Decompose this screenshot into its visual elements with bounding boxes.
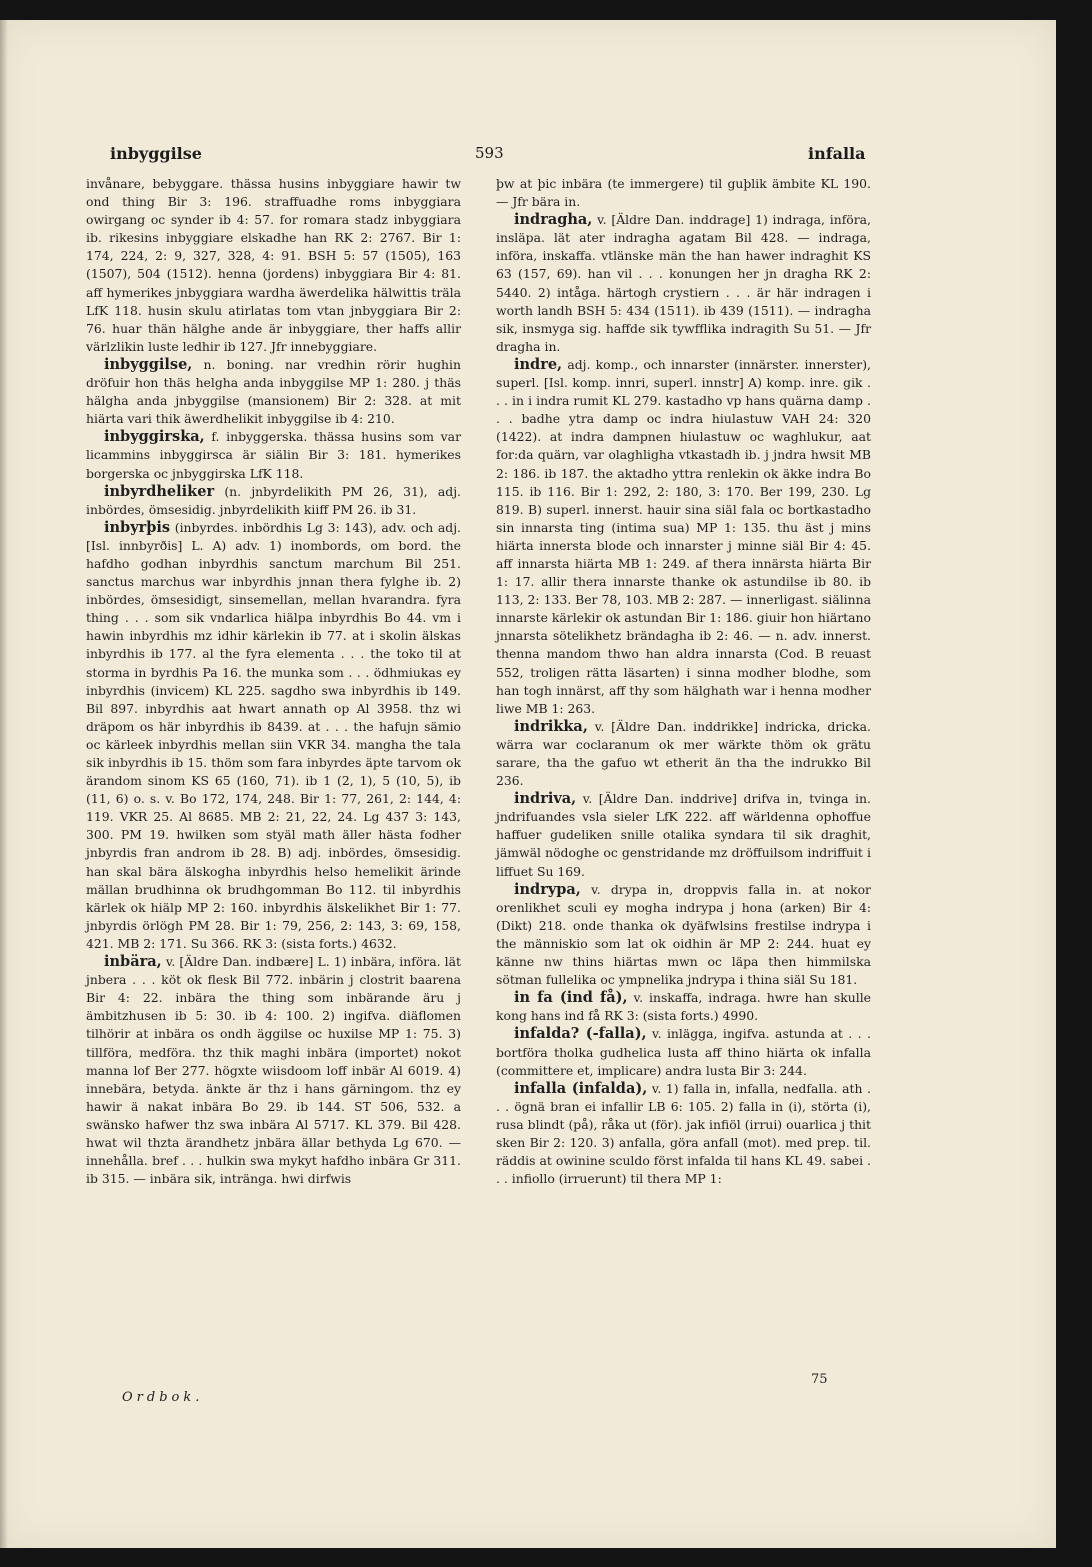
entry (496, 175, 871, 211)
entry-text: v. inlägga, ingifva. astunda at . . . bortföra tholka gudhelica lusta aff thino hiärta ok infalla (committere et, implicare) andra lusta Bir 3: 244. (496, 1026, 871, 1078)
entry (496, 356, 871, 718)
headword: indragha, (514, 211, 593, 229)
entry (496, 881, 871, 990)
entry (496, 211, 871, 356)
page-number: 593 (475, 144, 504, 162)
headword: inbyrdheliker (104, 482, 215, 500)
headword: inbära, (104, 953, 162, 971)
headword: indrikka, (514, 717, 588, 735)
entry-text: v. [Äldre Dan. inddrive] drifva in, tvinga in. jndrifuandes vsla sieler LfK 222. aff wärldenna ophoffue haffuer gudeliken snille otalika syndara til sik draghit, jämwäl nödoghe oc genstridande mz dröffuilsom indriffuit i liffuet Su 169. (496, 791, 871, 879)
entry-text: v. 1) falla in, infalla, nedfalla. ath . . . ögnä bran ei infallir LB 6: 105. 2) falla in (i), störta (i), rusa blindt (på), råka ut (för). jak infiöl (irrui) ouarlica j thit sken Bir 2: 120. 3) anfalla, göra anfall (mot). med prep. til. räddis at owinine sculdo först infalda til hans KL 49. sabei . . . infiollo (irruerunt) til thera MP 1: (496, 1080, 871, 1187)
headword: infalla (infalda), (514, 1079, 648, 1097)
entry-text: f. inbyggerska. thässa husins som var licammins inbyggirsca är siälin Bir 3: 181. hymerikes borgerska oc jnbyggirska LfK 118. (86, 429, 461, 481)
signature-number: 75 (811, 1372, 828, 1387)
right-column (496, 175, 871, 1188)
entry (496, 1025, 871, 1079)
headword: indre, (514, 355, 563, 373)
entry (496, 989, 871, 1025)
headword: indrypa, (514, 880, 581, 898)
entry (496, 718, 871, 790)
entry (86, 175, 461, 356)
header-left-word: inbyggilse (110, 144, 202, 163)
headword: infalda? (-falla), (514, 1025, 647, 1043)
headword: inbyggirska, (104, 428, 205, 446)
entry (86, 428, 461, 482)
entry-text: (n. jnbyrdelikith PM 26, 31), adj. inbördes, ömsesidig. jnbyrdelikith kiiff PM 26. ib 31. (86, 483, 461, 517)
headword: indriva, (514, 790, 577, 808)
entry (496, 790, 871, 880)
entry-text: v. inskaffa, indraga. hwre han skulle kong hans ind få RK 3: (sista forts.) 4990. (496, 990, 871, 1024)
entry-text: v. [Äldre Dan. inddrage] 1) indraga, införa, insläpa. lät ater indragha agatam Bil 428. — indraga, införa, inskaffa. vtlänske män the han hawer indraghit KS 63 (157, 69). han vil . . . konungen her jn dragha RK 2: 5440. 2) intåga. härtogh crystiern . . . är här indragen i worth landh BSH 5: 434 (1511). ib 439 (1511). — indragha sik, insmyga sig. haffde sik tywfflika indragith Su 51. — Jfr dragha in. (496, 212, 871, 354)
entry-text: v. [Äldre Dan. inddrikke] indricka, dricka. wärra war coclaranum ok mer wärkte thöm ok grätu sarare, tha the gafuo wt etherit än tha the indrukko Bil 236. (496, 718, 871, 789)
entry (86, 483, 461, 519)
entry-text: (inbyrdes. inbördhis Lg 3: 143), adv. och adj. [Isl. innbyrðis] L. A) adv. 1) inombords, om bord. the hafdho godhan inbyrdhis sanctum marchum Bil 251. sanctus marchus war inbyrdhis jnnan thera fylghe ib. 2) inbördes, ömsesidigt, sinsemellan, mellan hvarandra. fyra thing . . . som sik vndarlica hiälpa inbyrdhis Bo 44. vm i hawin inbyrdhis mz idhir kärlekin ib 77. at i skolin älskas inbyrdhis ib 177. al the fyra elementa . . . the toko til at storma in byrdhis Pa 16. the munka som . . . ödhmiukas ey inbyrdhis (invicem) KL 225. sagdho swa inbyrdhis ib 149. Bil 897. inbyrdhis aat hwart annath op Al 3958. thz wi dräpom os här inbyrdhis ib 8439. at . . . the hafujn sämio oc kärleek inbyrdhis mellan siin VKR 34. mangha the tala sik inbyrdhis ib 15. thöm som fara inbyrdes äpte tarvom ok ärandom sinom KS 65 (160, 71). ib 1 (2, 1), 5 (10, 5), ib (11, 6) o. s. v. Bo 172, 174, 248. Bir 1: 77, 261, 2: 144, 4: 119. VKR 25. Al 8685. MB 2: 21, 22, 24. Lg 437 3: 143, 300. PM 19. hwilken som styäl math äller hästa fodher jnbyrdis fran androm ib 28. B) adj. inbördes, ömsesidig. han skal bära älskogha inbyrdhis helso hemelikit ärinde mällan brudhinna ok brudhgomman Bo 112. til inbyrdhis kärlek ok hiälp MP 2: 160. inbyrdhis älskelikhet Bir 1: 77. jnbyrdis örlögh PM 28. Bir 1: 79, 256, 2: 143, 3: 69, 158, 421. MB 2: 171. Su 366. RK 3: (sista forts.) 4632. (86, 519, 461, 951)
entry-text: n. boning. nar vredhin rörir hughin dröfuir hon thäs helgha anda inbyggilse MP 1: 280. j thäs hälgha anda jnbyggilse (mansionem) Bir 2: 328. at mit hiärta vari thik äwerdhelikit inbyggilse ib 4: 210. (86, 356, 461, 427)
entry (86, 519, 461, 953)
entry-text: adj. komp., och innarster (innärster. innerster), superl. [Isl. komp. innri, superl. innstr] A) komp. inre. gik . . . in i indra rumit KL 279. kastadho vp hans quärna damp . . . badhe ytra damp oc indra hiulastuw VAH 24: 320 (1422). at indra dampnen hiulastuw oc waghlukur, aat for:da quärn, var olaghligha vtkastadh ib. j jndra hwsit MB 2: 186. ib 187. the aktadho yttra renlekin ok äkke indra Bo 115. ib 116. Bir 1: 292, 2: 180, 3: 170. Ber 199, 230. Lg 819. B) superl. innerst. hauir sina siäl fala oc bortkastadho sin innarsta ting (intima sua) MP 1: 135. thu äst j mins hiärta innersta blode och innarster j minne siäl Bir 4: 45. aff innarsta hiärta MB 1: 249. af thera innärsta hiärta Bir 1: 17. allir thera innarste thanke ok astundilse ib 80. ib 113, 2: 133. Ber 78, 103. MB 2: 287. — innerligast. siälinna innarste kärlekir ok astundan Bir 1: 186. giuir hon hiärtano jnnarsta sötelikhetz brändagha ib 2: 46. — n. adv. innerst. thenna mandom thwo han aldra innarsta (Cod. B reuast 552, troligen rätta läsarten) i sinna modher blodhe, som han togh innärst, aff thy som hälghath war i henna modher liwe MB 1: 263. (496, 356, 871, 716)
headword: inbyrþis (104, 518, 171, 536)
entry-text: v. [Äldre Dan. indbære] L. 1) inbära, införa. lät jnbera . . . köt ok flesk Bil 772. inbärin j clostrit baarena Bir 4: 22. inbära the thing som inbärande äru j ämbitzhusen ib 5: 30. ib 4: 100. 2) ingifva. diäflomen tilhörir at inbära os ondh äggilse oc huxilse MP 1: 75. 3) tillföra, medföra. thz thik maghi inbära (importet) nokot manna lof Ber 277. högxte wiisdoom loff inbär Al 6019. 4) innebära, betyda. änkte är thz i hans gärningom. thz ey hawir ä nakat inbära Bo 29. ib 144. ST 506, 532. a swänsko hafwer thz swa inbära Al 5717. KL 379. Bil 428. hwat wil thzta ärandhetz jnbära ällar bethyda Lg 670. — innehålla. bref . . . hulkin swa mykyt hafdho inbära Gr 311. ib 315. — inbära sik, intränga. hwi dirfwis (86, 954, 461, 1187)
entry (86, 953, 461, 1188)
left-column (86, 175, 461, 1188)
signature-mark: Ordbok. (122, 1390, 204, 1405)
page-edge-shadow (0, 20, 8, 1548)
entry (496, 1080, 871, 1189)
headword: inbyggilse, (104, 355, 193, 373)
header-right-word: infalla (808, 144, 866, 163)
entry (86, 356, 461, 428)
entry-text: invånare, bebyggare. thässa husins inbyggiare hawir tw ond thing Bir 3: 196. straffuadhe roms inbyggiara owirgang oc synder ib 4: 57. for romara stadz inbyggiara ib. rikesins inbyggiare elskadhe han RK 2: 2767. Bir 1: 174, 224, 2: 9, 327, 328, 4: 91. BSH 5: 57 (1505), 163 (1507), 504 (1512). henna (jordens) inbyggiara Bir 4: 81. aff hymerikes jnbyggiara wardha äwerdelika hälwittis träla LfK 118. husin skulu atirlatas tom vtan jnbyggiara Bir 2: 76. huar thän hälghe ande är inbyggiare, ther haffs allir värlzlikin luste ledhir ib 127. Jfr innebyggiare. (86, 176, 461, 354)
entry-text: þw at þic inbära (te immergere) til guþlik ämbite KL 190. — Jfr bära in. (496, 176, 871, 210)
headword: in fa (ind få), (514, 989, 628, 1007)
entry-text: v. drypa in, droppvis falla in. at nokor orenlikhet sculi ey mogha indrypa j hona (arken) Bir 4: (Dikt) 218. onde thanka ok dyäfwlsins frestilse indrypa i the människio som lat ok oidhin är MP 2: 244. huat ey känne nw thins hiärtas mwn oc läpa then himmilska sötman fullelika oc ympnelika jndrypa i thina siäl Su 181. (496, 881, 871, 988)
